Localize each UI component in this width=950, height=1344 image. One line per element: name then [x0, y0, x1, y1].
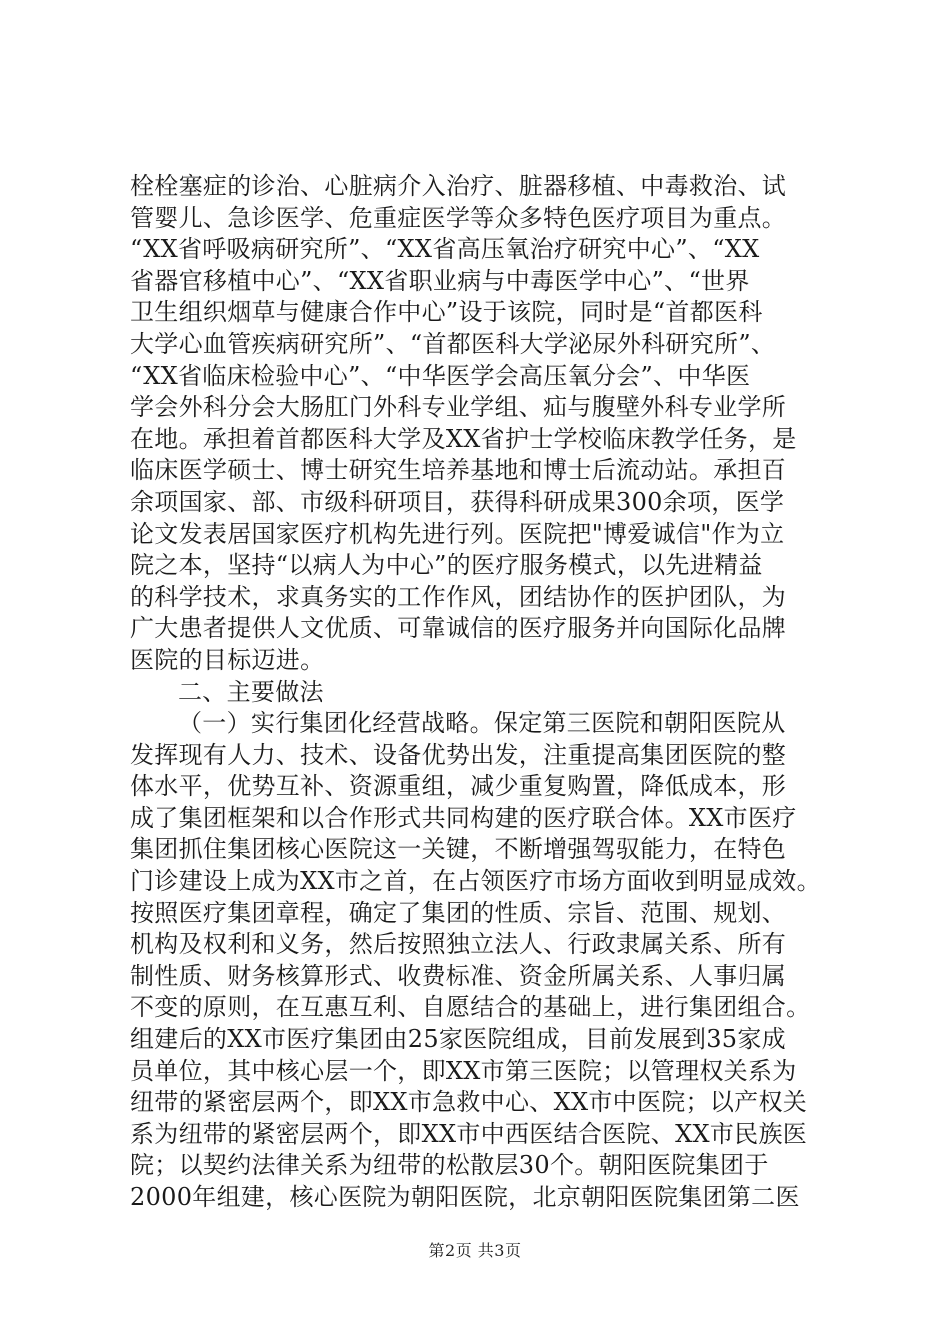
text-line: 纽带的紧密层两个，即XX市急救中心、XX市中医院；以产权关 [130, 1088, 808, 1117]
text-line: （一）实行集团化经营战略。保定第三医院和朝阳医院从 [178, 709, 786, 738]
text-line: 的科学技术，求真务实的工作作风，团结协作的医护团队，为 [130, 582, 787, 611]
text-line: 医院的目标迈进。 [130, 645, 325, 674]
text-line: 论文发表居国家医疗机构先进行列。医院把"博爱诚信"作为立 [130, 519, 785, 548]
text-line: 按照医疗集团章程，确定了集团的性质、宗旨、范围、规划、 [130, 898, 787, 927]
text-line: 院之本，坚持“以病人为中心”的医疗服务模式，以先进精益 [130, 551, 763, 580]
text-line: 在地。承担着首都医科大学及XX省护士学校临床教学任务，是 [130, 424, 797, 453]
text-line: 学会外科分会大肠肛门外科专业学组、疝与腹壁外科专业学所 [130, 393, 787, 422]
text-line: 员单位，其中核心层一个，即XX市第三医院；以管理权关系为 [130, 1056, 797, 1085]
text-line: 制性质、财务核算形式、收费标准、资金所属关系、人事归属 [130, 961, 787, 990]
text-line: 机构及权利和义务，然后按照独立法人、行政隶属关系、所有 [130, 930, 787, 959]
text-line: 余项国家、部、市级科研项目，获得科研成果300余项，医学 [130, 487, 785, 516]
text-line: 集团抓住集团核心医院这一关键，不断增强驾驭能力，在特色 [130, 835, 787, 864]
text-line: 不变的原则，在互惠互利、自愿结合的基础上，进行集团组合。 [130, 993, 811, 1022]
text-line: 组建后的XX市医疗集团由25家医院组成，目前发展到35家成 [130, 1025, 786, 1054]
text-line: 临床医学硕士、博士研究生培养基地和博士后流动站。承担百 [130, 456, 787, 485]
text-line: “XX省呼吸病研究所”、“XX省高压氧治疗研究中心”、“XX [130, 235, 760, 264]
text-line: 门诊建设上成为XX市之首，在占领医疗市场方面收到明显成效。 [130, 867, 821, 896]
text-line: 成了集团框架和以合作形式共同构建的医疗联合体。XX市医疗 [130, 803, 797, 832]
section-heading: 二、主要做法 [178, 677, 324, 706]
text-line: 发挥现有人力、技术、设备优势出发，注重提高集团医院的整 [130, 740, 787, 769]
page-number-footer: 第2页 共3页 [428, 1241, 522, 1260]
text-line: 省器官移植中心”、“XX省职业病与中毒医学中心”、“世界 [130, 266, 750, 295]
text-line: 卫生组织烟草与健康合作中心”设于该院，同时是“首都医科 [130, 298, 763, 327]
text-line: 院；以契约法律关系为纽带的松散层30个。朝阳医院集团于 [130, 1151, 769, 1180]
text-line: 体水平，优势互补、资源重组，减少重复购置，降低成本，形 [130, 772, 787, 801]
text-line: 广大患者提供人文优质、可靠诚信的医疗服务并向国际化品牌 [130, 614, 787, 643]
text-line: “XX省临床检验中心”、“中华医学会高压氧分会”、中华医 [130, 361, 751, 390]
text-line: 2000年组建，核心医院为朝阳医院，北京朝阳医院集团第二医 [130, 1183, 800, 1211]
text-line: 大学心血管疾病研究所”、“首都医科大学泌尿外科研究所”、 [130, 329, 776, 358]
text-line: 栓栓塞症的诊治、心脏病介入治疗、脏器移植、中毒救治、试 [130, 172, 787, 200]
document-body [130, 171, 830, 1214]
text-line: 管婴儿、急诊医学、危重症医学等众多特色医疗项目为重点。 [130, 203, 787, 232]
text-line: 系为纽带的紧密层两个，即XX市中西医结合医院、XX市民族医 [130, 1119, 808, 1148]
